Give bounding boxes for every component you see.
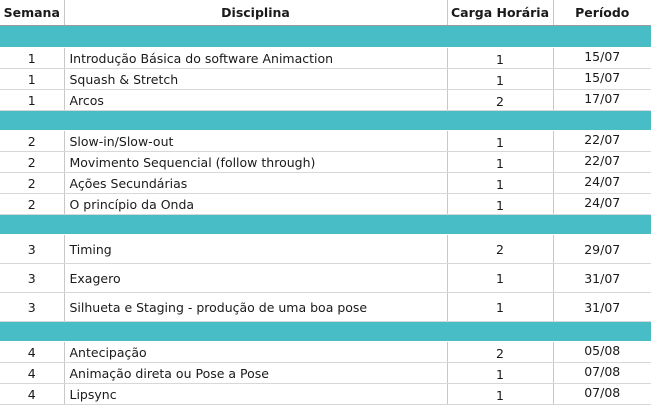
cell-semana[interactable]: 4 xyxy=(0,384,64,405)
cell-semana[interactable]: 2 xyxy=(0,194,64,215)
table-row xyxy=(0,48,651,69)
cell-carga[interactable]: 2 xyxy=(447,90,553,111)
table-row xyxy=(0,384,651,405)
separator-cell xyxy=(0,26,651,48)
cell-semana[interactable]: 2 xyxy=(0,152,64,173)
cell-disciplina[interactable]: Arcos xyxy=(64,90,447,111)
cell-disciplina[interactable]: Timing xyxy=(64,235,447,264)
cell-semana[interactable]: 4 xyxy=(0,342,64,363)
table-row xyxy=(0,131,651,152)
cell-periodo[interactable]: 17/07 xyxy=(553,90,651,111)
week-separator-row xyxy=(0,215,651,235)
cell-semana[interactable]: 3 xyxy=(0,235,64,264)
table-row xyxy=(0,363,651,384)
cell-periodo[interactable]: 07/08 xyxy=(553,384,651,405)
separator-cell xyxy=(0,215,651,235)
cell-disciplina[interactable]: Lipsync xyxy=(64,384,447,405)
cell-periodo[interactable]: 15/07 xyxy=(553,69,651,90)
table-row xyxy=(0,342,651,363)
table-row xyxy=(0,69,651,90)
cell-periodo[interactable]: 24/07 xyxy=(553,173,651,194)
separator-cell xyxy=(0,322,651,342)
week-separator-row xyxy=(0,26,651,48)
cell-carga[interactable]: 1 xyxy=(447,363,553,384)
cell-carga[interactable]: 1 xyxy=(447,48,553,69)
cell-disciplina[interactable]: Silhueta e Staging - produção de uma boa pose xyxy=(64,293,447,322)
cell-disciplina[interactable]: O princípio da Onda xyxy=(64,194,447,215)
header-disciplina[interactable]: Disciplina xyxy=(64,0,447,26)
cell-periodo[interactable]: 15/07 xyxy=(553,48,651,69)
cell-semana[interactable]: 2 xyxy=(0,131,64,152)
cell-semana[interactable]: 4 xyxy=(0,363,64,384)
table-row xyxy=(0,235,651,264)
cell-semana[interactable]: 1 xyxy=(0,69,64,90)
cell-carga[interactable]: 2 xyxy=(447,235,553,264)
cell-periodo[interactable]: 05/08 xyxy=(553,342,651,363)
cell-carga[interactable]: 1 xyxy=(447,131,553,152)
cell-carga[interactable]: 1 xyxy=(447,69,553,90)
cell-disciplina[interactable]: Slow-in/Slow-out xyxy=(64,131,447,152)
cell-semana[interactable]: 1 xyxy=(0,90,64,111)
cell-semana[interactable]: 3 xyxy=(0,264,64,293)
cell-disciplina[interactable]: Introdução Básica do software Animaction xyxy=(64,48,447,69)
cell-disciplina[interactable]: Ações Secundárias xyxy=(64,173,447,194)
header-periodo[interactable]: Período xyxy=(553,0,651,26)
week-separator-row xyxy=(0,111,651,131)
cell-periodo[interactable]: 31/07 xyxy=(553,293,651,322)
cell-periodo[interactable]: 29/07 xyxy=(553,235,651,264)
cell-carga[interactable]: 1 xyxy=(447,194,553,215)
cell-carga[interactable]: 1 xyxy=(447,264,553,293)
header-row xyxy=(0,0,651,26)
cell-periodo[interactable]: 22/07 xyxy=(553,152,651,173)
cell-semana[interactable]: 3 xyxy=(0,293,64,322)
table-row xyxy=(0,90,651,111)
cell-periodo[interactable]: 07/08 xyxy=(553,363,651,384)
cell-disciplina[interactable]: Animação direta ou Pose a Pose xyxy=(64,363,447,384)
table-row xyxy=(0,293,651,322)
header-semana[interactable]: Semana xyxy=(0,0,64,26)
cell-disciplina[interactable]: Exagero xyxy=(64,264,447,293)
table-row xyxy=(0,152,651,173)
cell-disciplina[interactable]: Squash & Stretch xyxy=(64,69,447,90)
cell-semana[interactable]: 1 xyxy=(0,48,64,69)
cell-semana[interactable]: 2 xyxy=(0,173,64,194)
cell-disciplina[interactable]: Antecipação xyxy=(64,342,447,363)
cell-periodo[interactable]: 31/07 xyxy=(553,264,651,293)
table-row xyxy=(0,264,651,293)
cell-periodo[interactable]: 22/07 xyxy=(553,131,651,152)
week-separator-row xyxy=(0,322,651,342)
table-row xyxy=(0,194,651,215)
cell-carga[interactable]: 2 xyxy=(447,342,553,363)
cell-carga[interactable]: 1 xyxy=(447,173,553,194)
header-carga-horaria[interactable]: Carga Horária xyxy=(447,0,553,26)
cell-carga[interactable]: 1 xyxy=(447,293,553,322)
table-row xyxy=(0,173,651,194)
cell-carga[interactable]: 1 xyxy=(447,384,553,405)
cell-periodo[interactable]: 24/07 xyxy=(553,194,651,215)
cell-carga[interactable]: 1 xyxy=(447,152,553,173)
cell-disciplina[interactable]: Movimento Sequencial (follow through) xyxy=(64,152,447,173)
separator-cell xyxy=(0,111,651,131)
